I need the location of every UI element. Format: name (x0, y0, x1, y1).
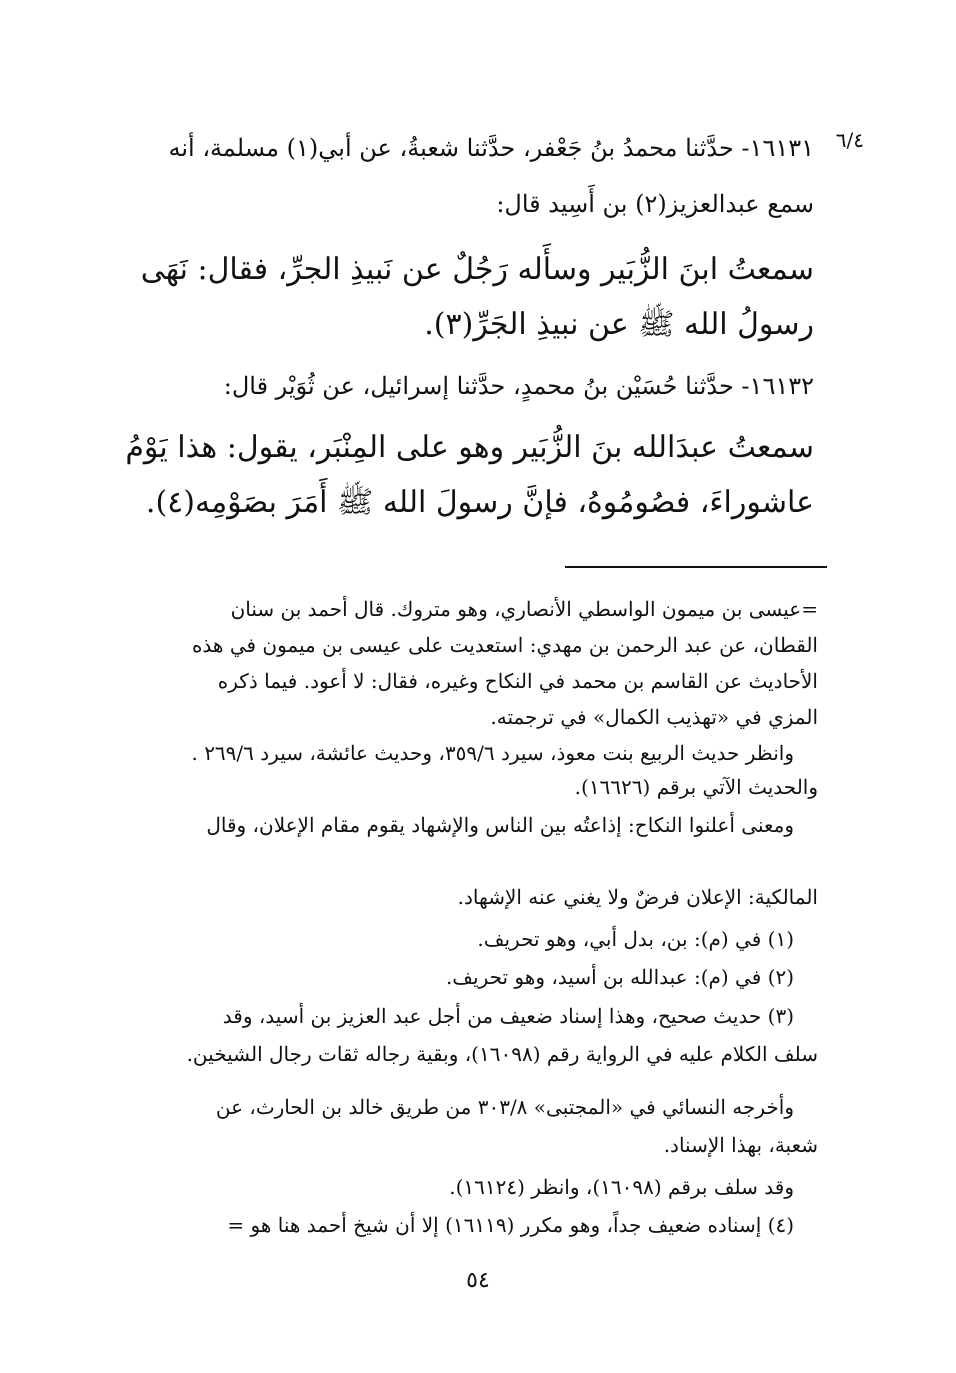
footnote-line: وقد سلف برقم (١٦٠٩٨)، وانظر (١٦١٢٤). (449, 1175, 794, 1199)
footnote-line: وانظر حديث الربيع بنت معوذ، سيرد ٣٥٩/٦، وحديث عائشة، سيرد ٢٦٩/٦ . (191, 741, 794, 765)
footnote-line: (١) في (م): بن، بدل أبي، وهو تحريف. (477, 927, 794, 951)
footnote-line: القطان، عن عبد الرحمن بن مهدي: استعديت على عيسى بن ميمون في هذه (191, 633, 818, 657)
footnote-line: =عيسى بن ميمون الواسطي الأنصاري، وهو متروك. قال أحمد بن سنان (230, 597, 818, 621)
footnote-line: (٤) إسناده ضعيف جداً، وهو مكرر (١٦١١٩) إلا أن شيخ أحمد هنا هو = (227, 1213, 794, 1237)
footnote-line: (٣) حديث صحيح، وهذا إسناد ضعيف من أجل عبد العزيز بن أسيد، وقد (222, 1004, 794, 1028)
hadith-16131-matn-line-2: رسولُ الله ﷺ عن نبيذِ الجَرِّ(٣). (424, 307, 814, 342)
footnote-line: شعبة، بهذا الإسناد. (663, 1133, 818, 1157)
hadith-16131-matn-line-1: سمعتُ ابنَ الزُّبَير وسأَله رَجُلٌ عن نَبيذِ الجرِّ، فقال: نَهَى (140, 252, 814, 287)
footnote-divider (565, 566, 827, 568)
hadith-16131-isnad-line-2: سمع عبدالعزيز(٢) بن أَسِيد قال: (496, 190, 814, 218)
hadith-16132-matn-line-2: عاشوراءَ، فصُومُوهُ، فإنَّ رسولَ الله ﷺ أَمَرَ بصَوْمِه(٤). (145, 485, 814, 520)
footnote-line: والحديث الآتي برقم (١٦٦٢٦). (574, 775, 818, 799)
footnote-line: ومعنى أعلنوا النكاح: إذاعتُه بين الناس والإشهاد يقوم مقام الإعلان، وقال (206, 813, 794, 837)
footnote-line: وأخرجه النسائي في «المجتبى» ٣٠٣/٨ من طريق خالد بن الحارث، عن (215, 1095, 794, 1119)
hadith-16132-matn-line-1: سمعتُ عبدَالله بنَ الزُّبَير وهو على المِنْبَر، يقول: هذا يَوْمُ (125, 430, 814, 465)
hadith-16132-isnad-line-1: ١٦١٣٢- حدَّثنا حُسَيْن بنُ محمدٍ، حدَّثنا إسرائيل، عن ثُوَيْر قال: (223, 372, 814, 400)
footnote-line: الأحاديث عن القاسم بن محمد في النكاح وغيره، فقال: لا أعود. فيما ذكره (217, 669, 818, 693)
footnote-line: سلف الكلام عليه في الرواية رقم (١٦٠٩٨)، وبقية رجاله ثقات رجال الشيخين. (186, 1042, 818, 1066)
hadith-16131-isnad-line-1: ١٦١٣١- حدَّثنا محمدُ بنُ جَعْفر، حدَّثنا شعبةُ، عن أبي(١) مسلمة، أنه (168, 134, 814, 162)
footnote-line: المالكية: الإعلان فرضٌ ولا يغني عنه الإشهاد. (457, 885, 818, 909)
margin-reference: ٦/٤ (835, 128, 864, 152)
page-number: ٥٤ (466, 1268, 490, 1293)
footnote-line: (٢) في (م): عبدالله بن أسيد، وهو تحريف. (445, 965, 794, 989)
footnote-line: المزي في «تهذيب الكمال» في ترجمته. (490, 705, 818, 729)
